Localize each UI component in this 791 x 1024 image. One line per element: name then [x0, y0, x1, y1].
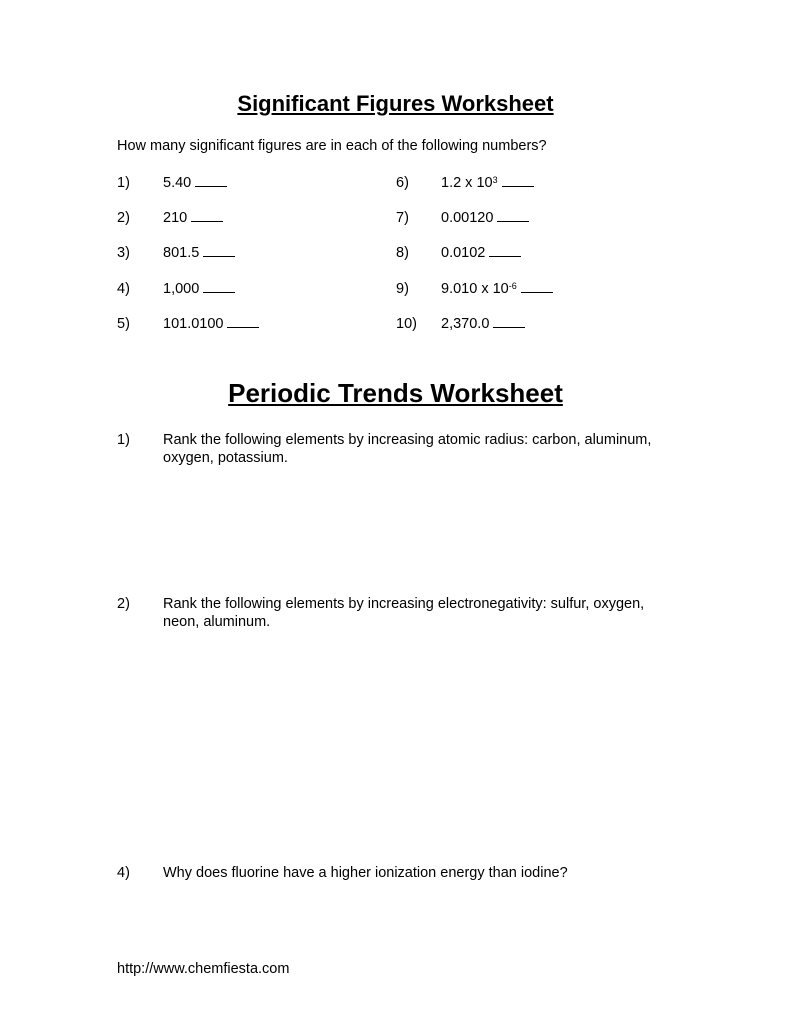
list-item [441, 209, 529, 227]
answer-blank [502, 174, 534, 187]
list-item [441, 280, 553, 298]
question-text: Why does fluorine have a higher ionization energy than iodine? [163, 865, 568, 881]
item-value: 210 [163, 210, 188, 226]
item-number: 6) [396, 175, 409, 191]
answer-blank [497, 209, 529, 222]
item-number: 1) [117, 175, 130, 191]
list-item [441, 315, 525, 333]
item-value: 0.00120 [441, 210, 494, 226]
item-exponent: 3 [492, 175, 498, 185]
item-number: 7) [396, 210, 409, 226]
answer-blank [521, 280, 553, 293]
item-number: 3) [117, 245, 130, 261]
item-exponent: -6 [508, 281, 517, 291]
answer-blank [227, 315, 259, 328]
item-number: 9) [396, 281, 409, 297]
question-number: 4) [117, 865, 130, 881]
answer-blank [191, 209, 223, 222]
answer-blank [493, 315, 525, 328]
item-value: 5.40 [163, 175, 192, 191]
question-text: Rank the following elements by increasing electronegativity: sulfur, oxygen, neon, aluminum. [163, 596, 645, 630]
sig-figs-title: Significant Figures Worksheet [237, 91, 554, 116]
answer-blank [195, 174, 227, 187]
periodic-trends-title: Periodic Trends Worksheet [228, 378, 563, 408]
item-value: 101.0100 [163, 316, 224, 332]
item-number: 5) [117, 316, 130, 332]
answer-blank [489, 244, 521, 257]
answer-blank [203, 280, 235, 293]
list-item [163, 209, 223, 227]
item-number: 8) [396, 245, 409, 261]
question-number: 1) [117, 432, 130, 448]
list-item [163, 174, 227, 192]
item-value: 801.5 [163, 245, 200, 261]
list-item [441, 244, 521, 262]
item-value: 1,000 [163, 281, 200, 297]
list-item [163, 315, 259, 333]
footer-url: http://www.chemfiesta.com [117, 961, 290, 977]
item-number: 2) [117, 210, 130, 226]
item-value: 9.010 x 10 [441, 281, 509, 297]
item-number: 10) [396, 316, 417, 332]
question-number: 2) [117, 596, 130, 612]
list-item [441, 174, 534, 192]
list-item [163, 280, 235, 298]
item-value: 2,370.0 [441, 316, 490, 332]
question-text: Rank the following elements by increasing atomic radius: carbon, aluminum, oxygen, potassium. [163, 432, 652, 466]
sig-figs-instruction: How many significant figures are in each of the following numbers? [117, 138, 547, 154]
list-item [163, 244, 235, 262]
item-value: 0.0102 [441, 245, 486, 261]
item-value: 1.2 x 10 [441, 175, 493, 191]
answer-blank [203, 244, 235, 257]
item-number: 4) [117, 281, 130, 297]
